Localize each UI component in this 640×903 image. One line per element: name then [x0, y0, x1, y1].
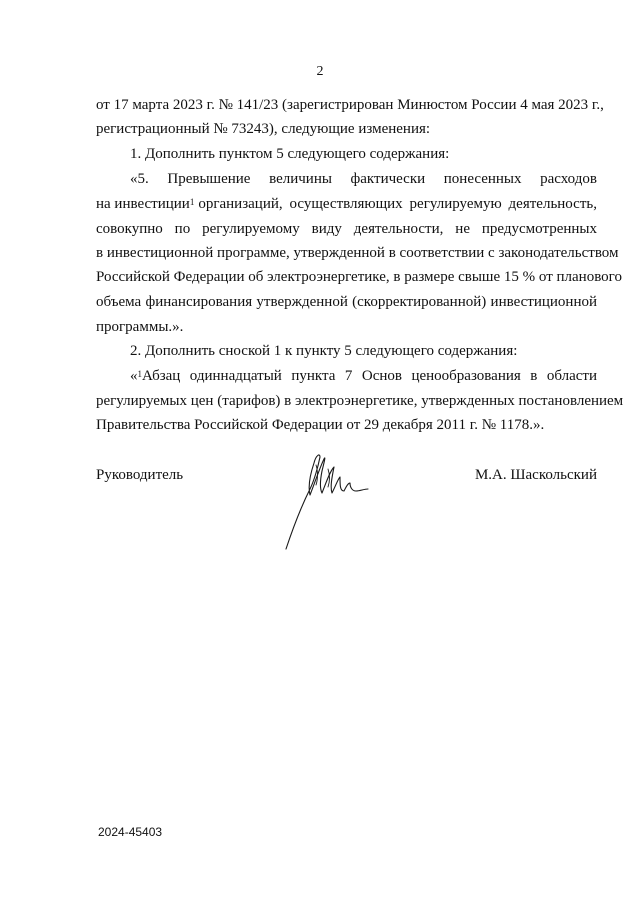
p5-line2-text-a: на инвестиции [96, 196, 190, 212]
body-line-1: от 17 марта 2023 г. № 141/23 (зарегистрирован Минюстом России 4 мая 2023 г., [96, 97, 604, 113]
p5-line2-rest: организаций, осуществляющих регулируемую деятельность, [198, 196, 597, 212]
p5-word-5: понесенных [443, 171, 522, 187]
footnote-open-quote [130, 367, 142, 386]
paragraph-5-line-4: в инвестиционной программе, утвержденной в соответствии с законодательством [96, 245, 619, 261]
footnote-line-2: регулируемых цен (тарифов) в электроэнергетике, утвержденных постановлением [96, 393, 624, 409]
footnote-line-1-text: Абзац одиннадцатый пункта 7 Основ ценообразования в области [142, 368, 597, 384]
p5-word-3: величины [269, 171, 332, 187]
handwritten-signature [280, 445, 375, 555]
signatory-name: М.А. Шаскольский [474, 467, 597, 483]
paragraph-5-line-6: объема финансирования утвержденной (скорректированной) инвестиционной [96, 294, 597, 310]
p5-word-1: «5. [130, 171, 149, 187]
footnote-marker-1: 1 [189, 197, 195, 207]
p5-word-2: Превышение [167, 171, 251, 187]
paragraph-5-line-2 [96, 195, 597, 214]
p5-word-4: фактически [350, 171, 426, 187]
paragraph-5-line-7: программы.». [96, 319, 184, 335]
footnote-line-1 [130, 367, 597, 386]
paragraph-5-line-5: Российской Федерации об электроэнергетике, в размере свыше 15 % от планового [96, 269, 622, 285]
item-2-heading: 2. Дополнить сноской 1 к пункту 5 следующего содержания: [130, 343, 518, 359]
document-code: 2024-45403 [98, 825, 163, 839]
paragraph-5-line-1 [130, 170, 597, 189]
footnote-line-3: Правительства Российской Федерации от 29 декабря 2011 г. № 1178.». [96, 417, 545, 433]
signatory-title: Руководитель [96, 467, 184, 483]
p5-word-6: расходов [540, 171, 597, 187]
footnote-marker-2: 1 [137, 369, 142, 379]
p5-line2-start [96, 195, 194, 214]
item-1-heading: 1. Дополнить пунктом 5 следующего содержания: [130, 146, 450, 162]
footnote-quote: « [130, 368, 138, 384]
page-number: 2 [316, 64, 324, 79]
paragraph-5-line-3: совокупно по регулируемому виду деятельности, не предусмотренных [96, 221, 597, 237]
body-line-2: регистрационный № 73243), следующие изменения: [96, 121, 431, 137]
